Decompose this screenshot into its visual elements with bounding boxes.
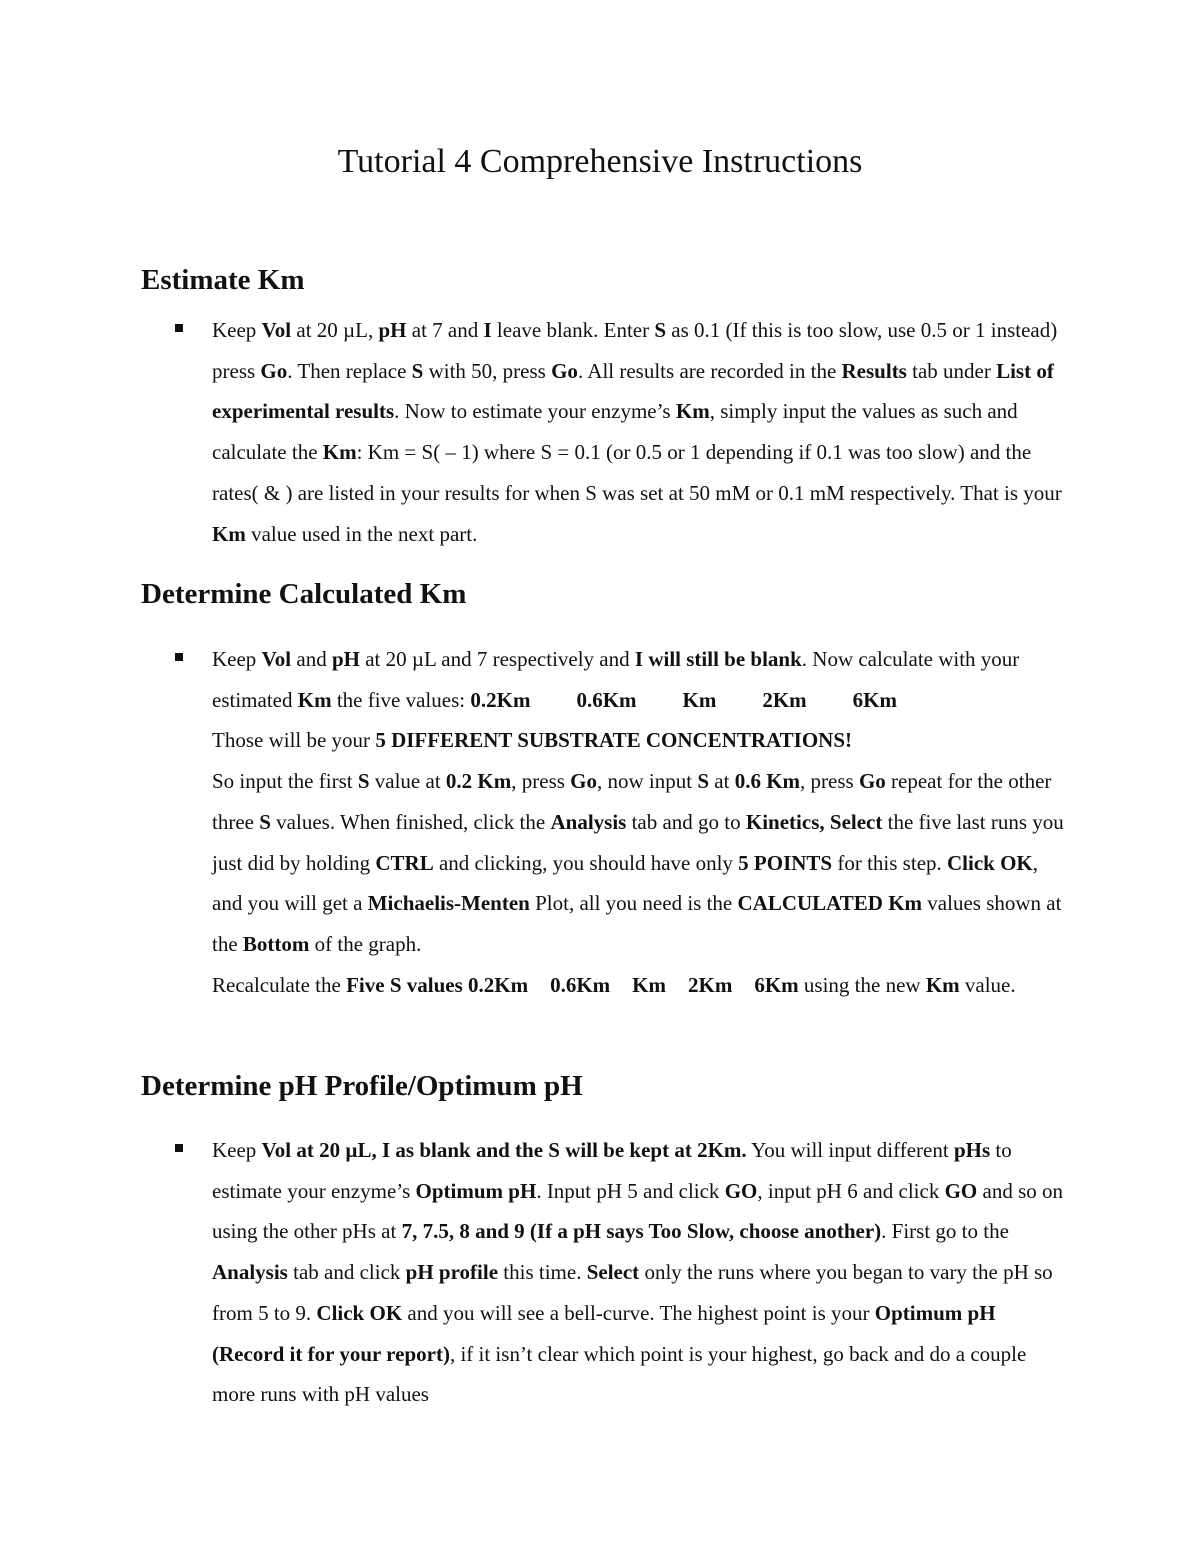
bold-text: Km [212,521,246,546]
text-run: , input pH 6 and click [757,1178,945,1203]
text-run: leave blank. Enter [491,318,655,342]
text-run: , now input [597,769,698,794]
text-run: the five values: [331,687,471,712]
bold-text: S [654,318,667,342]
text-run: , if it isn’t clear which point is your highest, go back and do a couple more runs with pH values [212,1341,1027,1407]
text-run: , and you will get a [212,850,1039,916]
bold-text: Click OK [316,1300,403,1325]
text-run: . Input pH 5 and click [536,1178,725,1203]
text-run: values shown at the [212,891,1062,956]
text-run: tab and click [287,1260,406,1285]
bold-text: Click OK [947,850,1033,875]
km-value: 0.6Km [550,972,611,997]
text-run: value. [959,972,1016,997]
bold-text: Vol [261,647,292,671]
text-run: . All results are recorded in the [577,358,842,383]
bold-text: Five S values [346,972,463,997]
text-run: You will input different [746,1138,954,1162]
text-run: . Now calculate with your estimated [212,647,1020,712]
bullet-icon [175,324,183,332]
text-run: using the new [798,972,926,997]
bold-text: Analysis [212,1260,288,1285]
text-run: only the runs where you began to vary the pH so from 5 to 9. [212,1260,1053,1325]
bold-text: Results [841,358,907,383]
bold-text: Km [297,687,332,712]
bold-text: Km [675,399,710,424]
bold-text: 7, 7.5, 8 and 9 (If a pH says Too Slow, choose another) [401,1219,882,1244]
bold-text: Optimum pH (Record it for your report) [212,1300,996,1366]
text-run: values. When finished, click the [270,809,551,834]
list-item [141,1130,1071,1415]
text-run: , simply input the values as such and calculate the [212,399,1018,465]
section-heading-estimate-km: Estimate Km [141,264,305,296]
text-run: at 7 and [406,318,484,342]
bold-text: CTRL [375,850,434,875]
section-heading-determine-calculated-km: Determine Calculated Km [141,578,467,610]
km-value: 0.6Km [576,687,637,712]
bold-text: Bottom [242,931,310,956]
bold-text: Select [829,809,883,834]
list-item [141,639,1071,1005]
text-run: Recalculate the [212,972,347,997]
bullet-icon [175,1144,183,1152]
bold-text: List of experimental results [212,358,1054,424]
paragraph-text [212,310,1071,554]
paragraph-text [212,1130,1071,1415]
km-values [470,680,897,721]
bold-text: Vol [261,318,292,342]
text-run: and [291,647,332,671]
text-run: tab and go to [626,809,746,834]
list-item [141,310,1071,554]
text-run: and you will see a bell-curve. The highest point is your [402,1300,875,1325]
bold-text: pH [378,318,407,342]
bold-text: Vol at 20 µL, I as blank and the S will be kept at 2Km. [261,1138,747,1162]
text-run: value at [369,769,446,794]
text-run: value used in the next part. [245,521,478,546]
text-run: , press [511,769,571,794]
text-run: of the graph. [309,931,422,956]
bold-text: pH profile [405,1260,499,1285]
bold-text: GO [944,1178,978,1203]
text-run: Keep [212,1138,262,1162]
text-run: . Then replace [287,358,412,383]
km-value: Km [632,972,666,997]
text-run: to estimate your enzyme’s [212,1138,1012,1203]
bold-text: Optimum pH [415,1178,537,1203]
bold-text: pH [331,647,360,671]
km-value: 2Km [688,972,733,997]
text-run: the five last runs you just did by holding [212,809,1064,875]
bold-text: pHs [953,1138,991,1162]
bold-text: 5 DIFFERENT SUBSTRATE CONCENTRATIONS! [375,728,852,753]
paragraph-text [212,639,1071,1005]
text-run: at 20 µL, [291,318,379,342]
text-run: So input the first [212,769,358,794]
km-value: 0.2Km [470,687,531,712]
bold-text: Go [570,769,598,794]
km-value: 6Km [852,687,897,712]
text-run: and clicking, you should have only [433,850,739,875]
bold-text: I will still be blank [634,647,802,671]
text-run: Keep [212,647,262,671]
text-run: Plot, all you need is the [529,891,738,916]
bold-text: Go [260,358,288,383]
text-run: at 20 µL and 7 respectively and [359,647,635,671]
section-heading-determine-ph-profile: Determine pH Profile/Optimum pH [141,1070,583,1102]
bold-text: S [357,769,370,794]
text-run: and so on using the other pHs at [212,1178,1063,1244]
bold-text: Michaelis-Menten [367,891,530,916]
text-run: as 0.1 (If this is too slow, use 0.5 or 1 instead) press [212,318,1058,383]
km-value: 0.2Km [468,972,529,997]
km-values [468,965,799,1006]
km-value: 2Km [762,687,807,712]
text-run: : Km = S( – 1) where S = 0.1 (or 0.5 or 1 depending if 0.1 was too slow) and the rates( & ) are listed in your results for when S was set at 50 mM or 0.1 mM respectively. That is your [212,440,1062,505]
text-run: this time. [498,1260,587,1285]
bold-text: Km [322,440,357,465]
bold-text: 0.2 Km [445,769,512,794]
text-run: Keep [212,318,262,342]
bold-text: S [259,809,271,834]
bold-text: GO [724,1178,758,1203]
bold-text: Kinetics, [745,809,825,834]
bold-text: I [483,318,492,342]
bold-text: Analysis [550,809,627,834]
bold-text: S [697,769,710,794]
text-run: for this step. [832,850,948,875]
bold-text: CALCULATED Km [737,891,923,916]
text-run: repeat for the other three [212,769,1052,834]
km-value: 6Km [754,972,799,997]
page-title: Tutorial 4 Comprehensive Instructions [337,143,863,180]
bold-text: Select [586,1260,640,1285]
km-value: Km [682,687,717,712]
bullet-icon [175,653,183,661]
bold-text: 5 POINTS [738,850,833,875]
bold-text: Go [551,358,578,383]
text-run: tab under [906,358,997,383]
bold-text: S [411,358,424,383]
bold-text: 0.6 Km [734,769,801,794]
text-run: Those will be your [212,728,376,753]
bold-text: Km [925,972,960,997]
bold-text: Go [858,769,886,794]
text-run: with 50, press [423,358,552,383]
text-run: . First go to the [881,1219,1009,1244]
text-run: at [709,769,735,794]
text-run: . Now to estimate your enzyme’s [394,399,676,424]
text-run: , press [800,769,859,794]
